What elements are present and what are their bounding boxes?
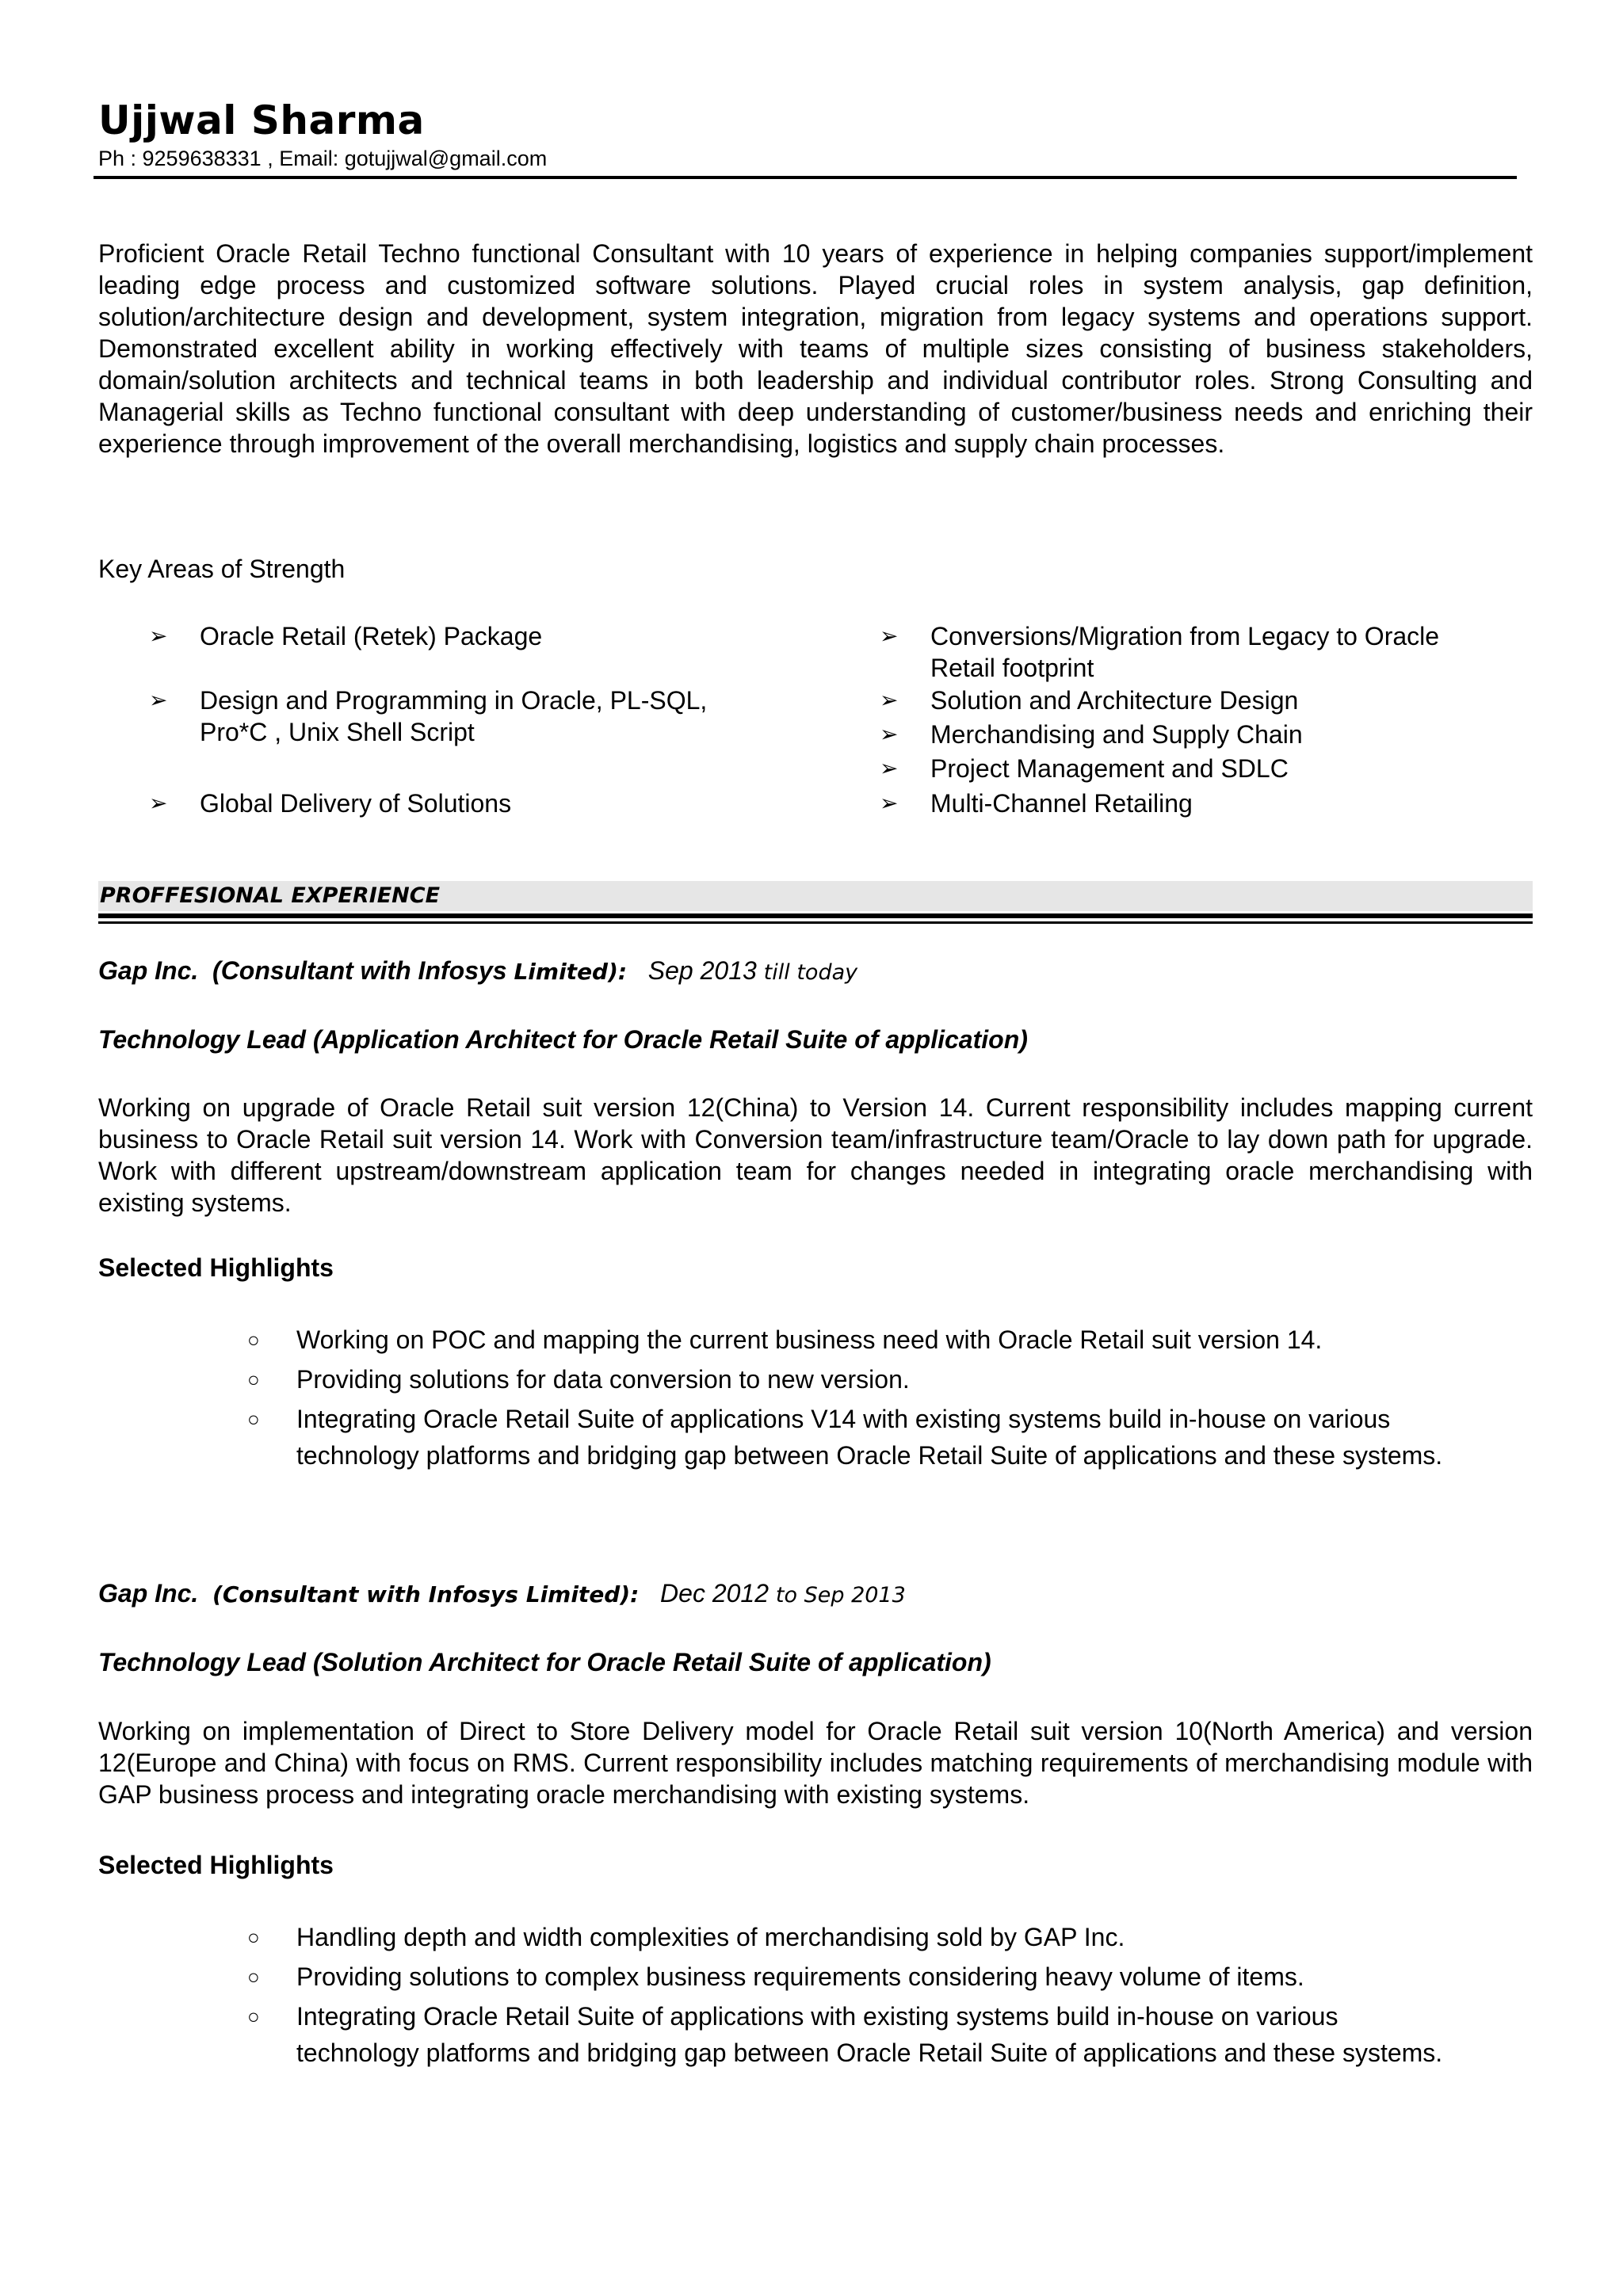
arrow-bullet-icon: ➢: [149, 687, 168, 713]
job-header: [98, 1577, 906, 1611]
highlight-text: Handling depth and width complexities of merchandising sold by GAP Inc.: [296, 1923, 1125, 1951]
circle-bullet-icon: ○: [247, 1925, 260, 1949]
strength-label: Project Management and SDLC: [930, 754, 1289, 783]
contact-info: Ph : 9259638331 , Email: gotujjwal@gmail.com: [98, 147, 548, 170]
circle-bullet-icon: ○: [247, 1965, 260, 1989]
arrow-bullet-icon: ➢: [880, 721, 899, 747]
circle-bullet-icon: ○: [247, 2004, 260, 2028]
highlights-title: Selected Highlights: [98, 1253, 334, 1282]
arrow-bullet-icon: ➢: [880, 623, 899, 649]
strength-label: Pro*C , Unix Shell Script: [200, 718, 475, 746]
strength-label: Oracle Retail (Retek) Package: [200, 622, 543, 650]
job-description: Working on implementation of Direct to Store Delivery model for Oracle Retail suit version 10(North America) and version 12(Europe and China) with focus on RMS. Current responsibility includes matching requirements of merchandising module with GAP business process and integrating oracle merchandising with existing systems.: [98, 1717, 1533, 1809]
company-name: Gap Inc.: [98, 1579, 199, 1608]
consultant-info: (Consultant with Infosys Limited):: [212, 1581, 640, 1608]
arrow-bullet-icon: ➢: [880, 755, 899, 781]
circle-bullet-icon: ○: [247, 1407, 260, 1431]
company-name: Gap Inc.: [98, 956, 199, 985]
section-divider-thick: [98, 913, 1533, 918]
job-header: [98, 955, 857, 989]
strength-label: Merchandising and Supply Chain: [930, 720, 1303, 749]
strength-label: Retail footprint: [930, 654, 1094, 682]
consultant-suffix: Limited):: [514, 959, 628, 985]
circle-bullet-icon: ○: [247, 1367, 260, 1391]
job-date-end: till today: [763, 960, 858, 985]
strength-label: Design and Programming in Oracle, PL-SQL,: [200, 686, 708, 715]
highlight-text: Providing solutions to complex business requirements considering heavy volume of items.: [296, 1962, 1304, 1991]
highlight-text: Integrating Oracle Retail Suite of applications with existing systems build in-house on various technology platforms and bridging gap between Oracle Retail Suite of applications and these systems.: [296, 2002, 1443, 2067]
highlight-text: Working on POC and mapping the current business need with Oracle Retail suit version 14.: [296, 1325, 1323, 1354]
header-divider: [94, 176, 1517, 179]
arrow-bullet-icon: ➢: [880, 790, 899, 816]
strength-label: Multi-Channel Retailing: [930, 789, 1193, 818]
job-description: Working on upgrade of Oracle Retail suit version 12(China) to Version 14. Current responsibility includes mapping current business to Oracle Retail suit version 14. Work with Conversion team/infrastructure team/Oracle to lay down path for upgrade. Work with different upstream/downstream application team for changes needed in integrating oracle merchandising with existing systems.: [98, 1093, 1533, 1217]
section-title-experience: PROFFESIONAL EXPERIENCE: [100, 883, 441, 908]
job-role: Technology Lead (Solution Architect for Oracle Retail Suite of application): [98, 1648, 991, 1676]
job-date-start: Sep 2013: [647, 956, 757, 985]
strength-label: Solution and Architecture Design: [930, 686, 1299, 715]
arrow-bullet-icon: ➢: [880, 687, 899, 713]
highlights-title: Selected Highlights: [98, 1851, 334, 1879]
arrow-bullet-icon: ➢: [149, 623, 168, 649]
job-role: Technology Lead (Application Architect for Oracle Retail Suite of application): [98, 1025, 1028, 1054]
highlight-text: Providing solutions for data conversion to new version.: [296, 1365, 910, 1394]
strengths-title: Key Areas of Strength: [98, 555, 346, 583]
consultant-prefix: (Consultant with Infosys: [212, 956, 507, 985]
candidate-name: Ujjwal Sharma: [98, 97, 425, 143]
job-date-start: Dec 2012: [660, 1579, 769, 1608]
arrow-bullet-icon: ➢: [149, 790, 168, 816]
section-divider-thin: [98, 921, 1533, 924]
job-date-end: to Sep 2013: [775, 1583, 906, 1608]
highlight-text: Integrating Oracle Retail Suite of applications V14 with existing systems build in-house on various technology platforms and bridging gap between Oracle Retail Suite of applications and these systems.: [296, 1405, 1443, 1470]
strength-label: Conversions/Migration from Legacy to Oracle: [930, 622, 1440, 650]
circle-bullet-icon: ○: [247, 1328, 260, 1352]
strength-label: Global Delivery of Solutions: [200, 789, 512, 818]
professional-summary: Proficient Oracle Retail Techno functional Consultant with 10 years of experience in helping companies support/implement leading edge process and customized software solutions. Played crucial roles in system analysis, gap definition, solution/architecture design and development, system integration, migration from legacy systems and operations support. Demonstrated excellent ability in working effectively with teams of multiple sizes consisting of business stakeholders, domain/solution architects and technical teams in both leadership and individual contributor roles. Strong Consulting and Managerial skills as Techno functional consultant with deep understanding of customer/business needs and enriching their experience through improvement of the overall merchandising, logistics and supply chain processes.: [98, 239, 1533, 458]
